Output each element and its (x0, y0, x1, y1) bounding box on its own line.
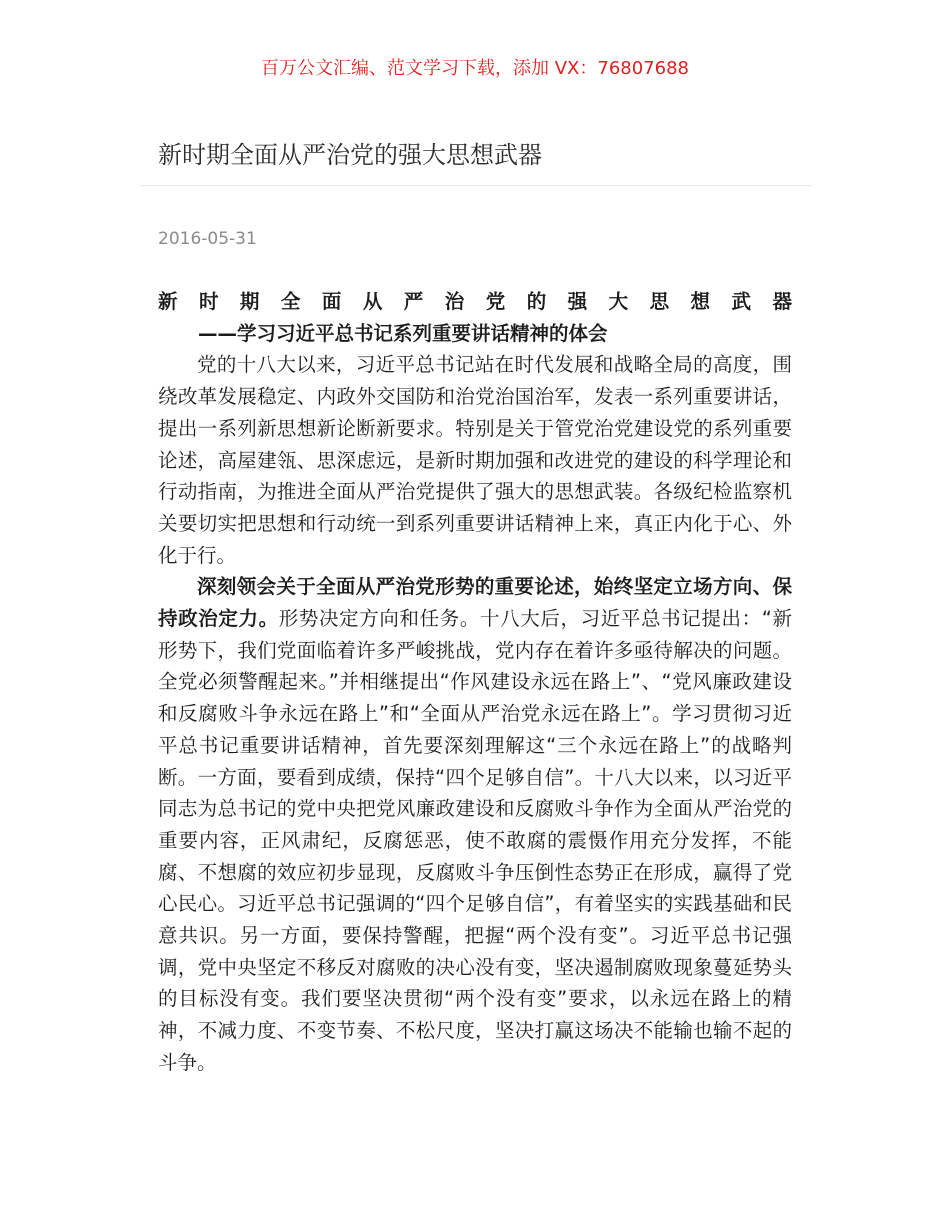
paragraph-intro-text: 党的十八大以来，习近平总书记站在时代发展和战略全局的高度，围绕改革发展稳定、内政外交国防和治党治国治军，发表一系列重要讲话，提出一系列新思想新论断新要求。特别是关于管党治党建设党的系列重要论述，高屋建瓴、思深虑远，是新时期加强和改进党的建设的科学理论和行动指南，为推进全面从严治党提供了强大的思想武装。各级纪检监察机关要切实把思想和行动统一到系列重要讲话精神上来，真正内化于心、外化于行。 (158, 353, 792, 567)
paragraph-intro (158, 349, 792, 571)
publish-date: 2016-05-31 (158, 229, 257, 249)
title-divider (140, 185, 812, 186)
paragraph-situation-lead: 深刻领会关于全面从严治党形势的重要论述，始终坚定立场方向、保持政治定力。 (158, 575, 792, 631)
promo-banner: 百万公文汇编、范文学习下载，添加 VX：76807688 (261, 58, 689, 79)
article-headline: 新时期全面从严治党的强大思想武器 (158, 290, 792, 313)
article-body (158, 286, 792, 1079)
paragraph-situation (158, 571, 792, 1078)
article-title: 新时期全面从严治党的强大思想武器 (158, 141, 542, 169)
paragraph-situation-text: 形势决定方向和任务。十八大后，习近平总书记提出：“新形势下，我们党面临着许多严峻挑战，党内存在着许多亟待解决的问题。全党必须警醒起来。”并相继提出“作风建设永远在路上”、“党风廉政建设和反腐败斗争永远在路上”和“全面从严治党永远在路上”。学习贯彻习近平总书记重要讲话精神，首先要深刻理解这“三个永远在路上”的战略判断。一方面，要看到成绩，保持“四个足够自信”。十八大以来，以习近平同志为总书记的党中央把党风廉政建设和反腐败斗争作为全面从严治党的重要内容，正风肃纪，反腐惩恶，使不敢腐的震慑作用充分发挥，不能腐、不想腐的效应初步显现，反腐败斗争压倒性态势正在形成，赢得了党心民心。习近平总书记强调的“四个足够自信”，有着坚实的实践基础和民意共识。另一方面，要保持警醒，把握“两个没有变”。习近平总书记强调，党中央坚定不移反对腐败的决心没有变，坚决遏制腐败现象蔓延势头的目标没有变。我们要坚决贯彻“两个没有变”要求，以永远在路上的精神，不减力度、不变节奏、不松尺度，坚决打赢这场决不能输也输不起的斗争。 (158, 607, 792, 1074)
article-subheadline: ——学习习近平总书记系列重要讲话精神的体会 (198, 321, 608, 345)
